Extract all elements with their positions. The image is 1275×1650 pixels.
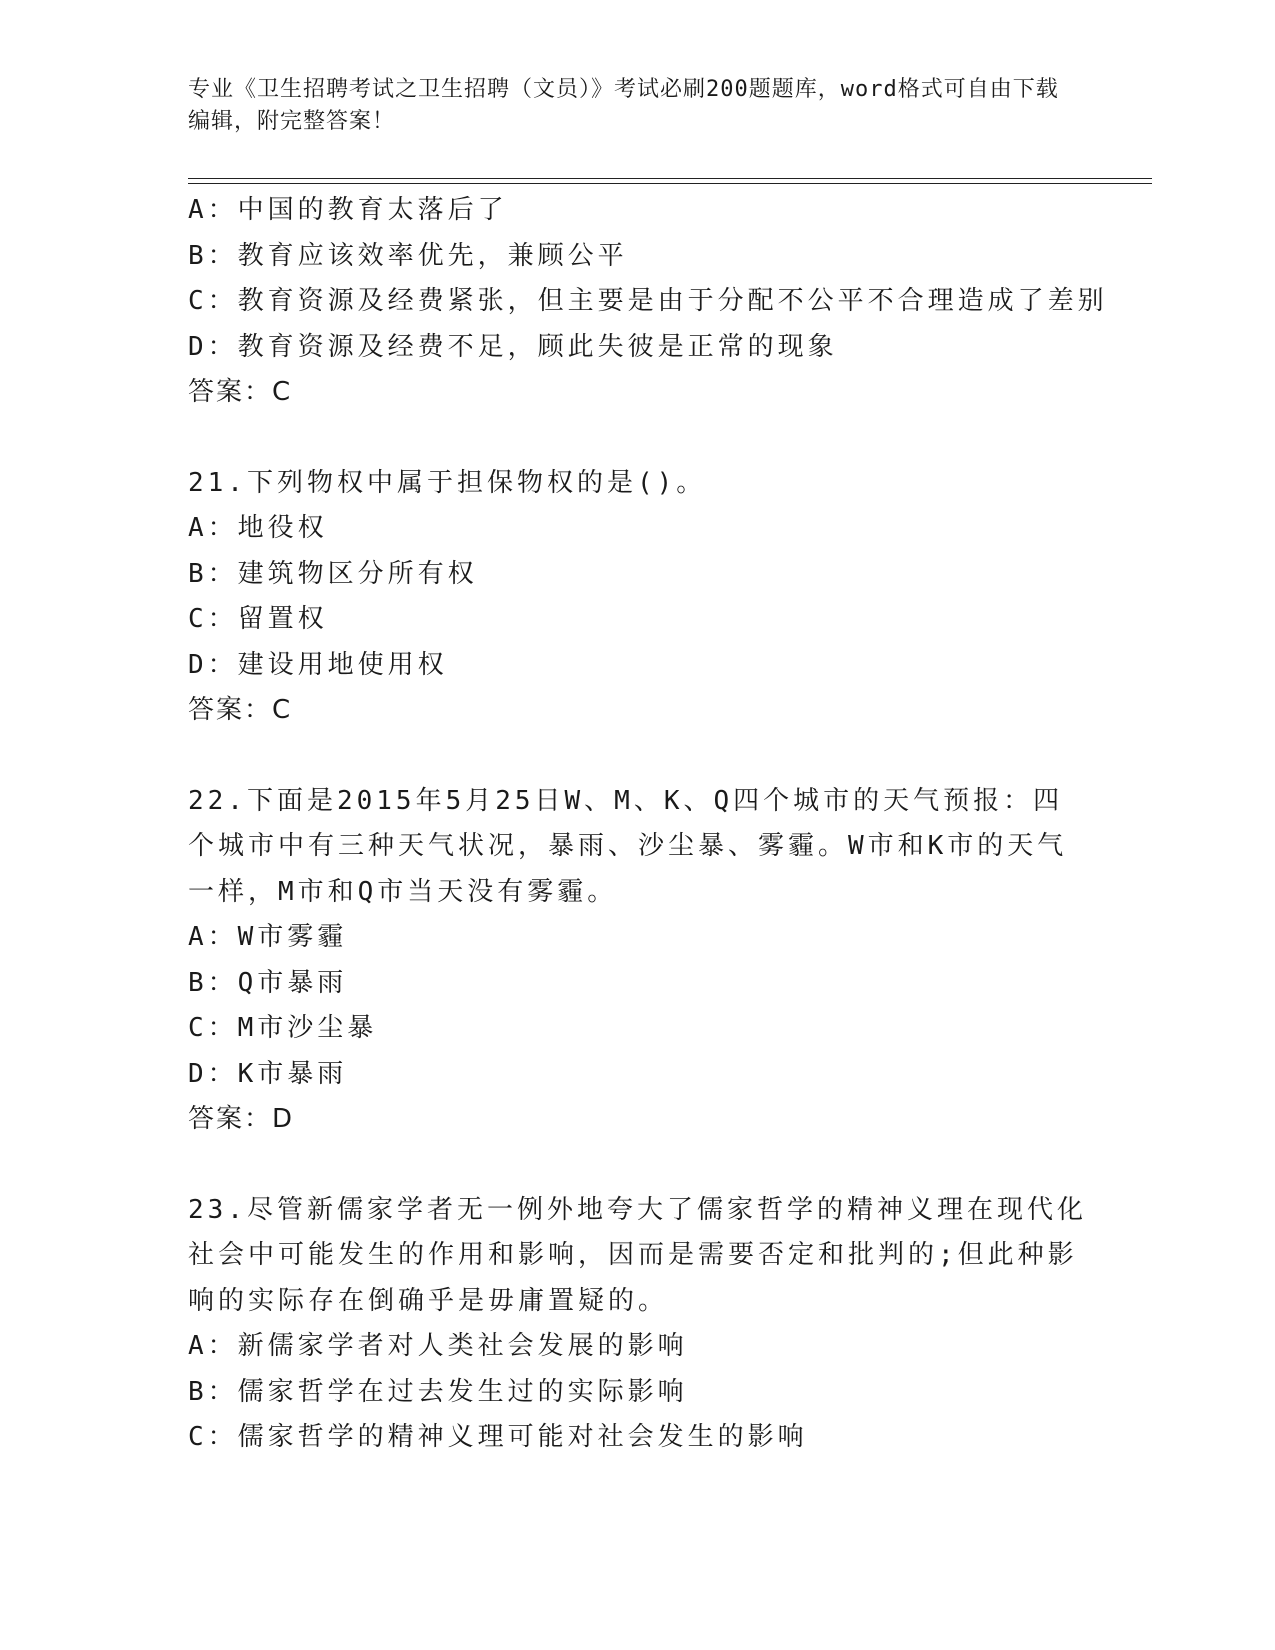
option-d: D：建设用地使用权	[188, 649, 448, 680]
option-a: A：W市雾霾	[188, 922, 348, 952]
spacer	[188, 1143, 1088, 1188]
question-21-block	[188, 461, 1088, 734]
header-rule-top	[188, 178, 1152, 179]
document-header: 专业《卫生招聘考试之卫生招聘（文员）》考试必刷200题题库，word格式可自由下载编辑，附完整答案！	[188, 77, 1059, 134]
option-c: C：儒家哲学的精神义理可能对社会发生的影响	[188, 1422, 808, 1452]
question-content	[188, 188, 1108, 1461]
answer-line: 答案：C	[188, 695, 293, 725]
header-rule-bottom	[188, 183, 1152, 184]
option-d: D：教育资源及经费不足，顾此失彼是正常的现象	[188, 331, 838, 362]
question-stem: 22.下面是2015年5月25日W、M、K、Q四个城市的天气预报：四个城市中有三种天气状况，暴雨、沙尘暴、雾霾。W市和K市的天气一样，M市和Q市当天没有雾霾。	[188, 785, 1068, 907]
option-c: C：教育资源及经费紧张，但主要是由于分配不公平不合理造成了差别	[188, 286, 1108, 316]
option-a: A：地役权	[188, 513, 328, 543]
answer-line: 答案：D	[188, 1104, 295, 1134]
option-a: A：新儒家学者对人类社会发展的影响	[188, 1331, 688, 1361]
option-b: B：教育应该效率优先，兼顾公平	[188, 240, 628, 271]
question-22-block	[188, 779, 1088, 1143]
question-23-block	[188, 1188, 1088, 1461]
spacer	[188, 734, 1088, 779]
option-b: B：建筑物区分所有权	[188, 558, 478, 589]
question-stem: 23.尽管新儒家学者无一例外地夸大了儒家哲学的精神义理在现代化社会中可能发生的作用和影响，因而是需要否定和批判的;但此种影响的实际存在倒确乎是毋庸置疑的。	[188, 1194, 1087, 1316]
option-b: B：Q市暴雨	[188, 967, 348, 998]
option-a: A：中国的教育太落后了	[188, 195, 508, 225]
question-stem: 21.下列物权中属于担保物权的是()。	[188, 467, 707, 498]
prev-question-block	[188, 188, 1108, 416]
option-c: C：留置权	[188, 604, 328, 634]
spacer	[188, 416, 1088, 461]
option-d: D：K市暴雨	[188, 1058, 348, 1089]
option-c: C：M市沙尘暴	[188, 1013, 378, 1043]
option-b: B：儒家哲学在过去发生过的实际影响	[188, 1376, 688, 1407]
answer-line: 答案：C	[188, 377, 293, 407]
